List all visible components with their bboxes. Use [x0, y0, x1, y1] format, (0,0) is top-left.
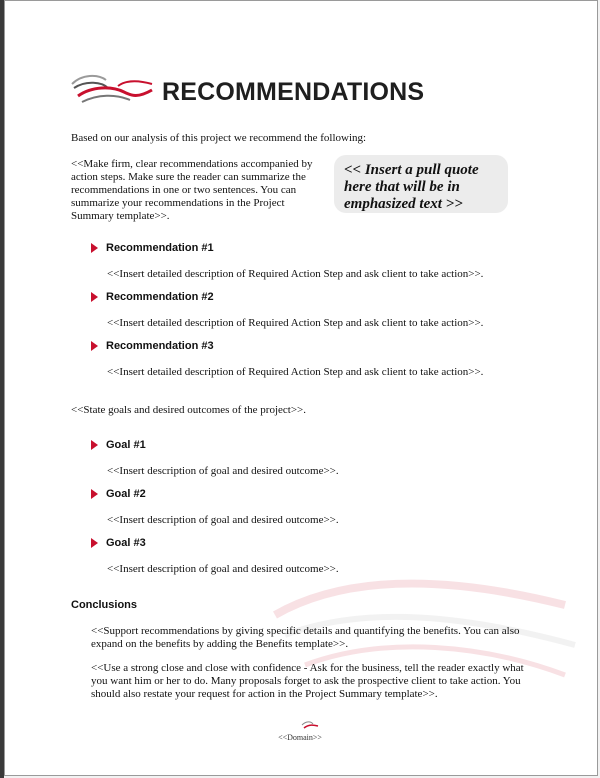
recommendation-label: Recommendation #1 — [106, 242, 214, 254]
bullet-arrow-icon — [91, 243, 98, 253]
recommendation-item — [91, 291, 214, 303]
bullet-arrow-icon — [91, 489, 98, 499]
goal-description: <<Insert description of goal and desired outcome>>. — [107, 465, 339, 477]
intro-text: Based on our analysis of this project we recommend the following: — [71, 132, 367, 144]
recommendation-description: <<Insert detailed description of Required Action Step and ask client to take action>>. — [107, 366, 484, 378]
bullet-arrow-icon — [91, 292, 98, 302]
conclusion-paragraph: <<Use a strong close and close with confidence - Ask for the business, tell the reader exactly what you want him or her to do. Many proposals forget to ask the prospective client to take action. You should also restate your request for action in the Project Summary template>>. — [91, 662, 524, 700]
goal-label: Goal #1 — [106, 439, 146, 451]
bullet-arrow-icon — [91, 538, 98, 548]
goal-item — [91, 439, 146, 451]
conclusion-paragraph: <<Support recommendations by giving specific details and quantifying the benefits. You can also expand on the benefits by adding the Benefits template>>. — [91, 625, 520, 650]
page-title: RECOMMENDATIONS — [162, 77, 425, 106]
goals-intro-text: <<State goals and desired outcomes of the project>>. — [71, 404, 306, 416]
goal-label: Goal #2 — [106, 488, 146, 500]
recommendation-description: <<Insert detailed description of Required Action Step and ask client to take action>>. — [107, 317, 484, 329]
page-footer: <<Domain>> — [278, 733, 322, 742]
bullet-arrow-icon — [91, 440, 98, 450]
recommendation-label: Recommendation #3 — [106, 340, 214, 352]
page-header — [68, 70, 424, 114]
conclusions-heading: Conclusions — [71, 599, 138, 611]
goal-description: <<Insert description of goal and desired outcome>>. — [107, 563, 339, 575]
recommendation-description: <<Insert detailed description of Required Action Step and ask client to take action>>. — [107, 268, 484, 280]
goal-label: Goal #3 — [106, 537, 146, 549]
pull-quote: << Insert a pull quote here that will be in emphasized text >> — [334, 155, 508, 213]
summary-paragraph: <<Make firm, clear recommendations accompanied by action steps. Make sure the reader can summarize the recommendations in one or two sentences. You can summarize your recommendations in the Project Summary template>>. — [71, 158, 313, 222]
goal-item — [91, 488, 146, 500]
recommendation-item — [91, 340, 214, 352]
recommendation-item — [91, 242, 214, 254]
footer-logo-icon — [301, 721, 319, 731]
goal-description: <<Insert description of goal and desired outcome>>. — [107, 514, 339, 526]
recommendation-label: Recommendation #2 — [106, 291, 214, 303]
bullet-arrow-icon — [91, 341, 98, 351]
swoosh-logo-icon — [68, 72, 156, 112]
goal-item — [91, 537, 146, 549]
